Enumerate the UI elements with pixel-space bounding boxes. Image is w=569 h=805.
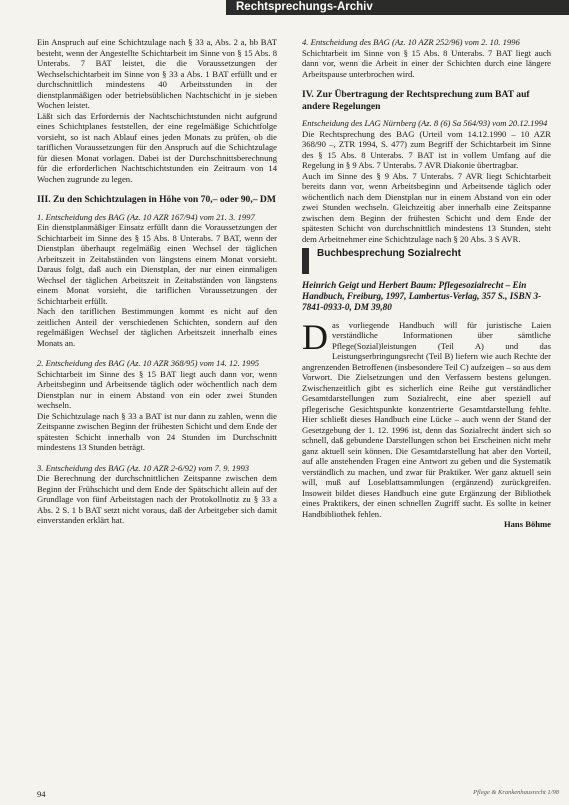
decision-citation: 3. Entscheidung des BAG (Az. 10 AZR 2-6/92) vom 7. 9. 1993 [37,462,250,473]
book-citation: Heinrich Geigt und Herbert Baum: Pflegesozialrecht – Ein Handbuch, Freiburg, 1997, Lambertus-Verlag, 357 S., ISBN 3-7841-0933-0, DM 39,80 [302,280,542,313]
left-column [37,37,277,526]
section-heading: III. Zu den Schichtzulagen in Höhe von 70,– oder 90,– DM [37,194,276,205]
section-heading: IV. Zur Übertragung der Rechtsprechung zum BAT auf andere Regelungen [302,89,530,112]
right-column [302,37,551,530]
review-text [302,316,551,520]
page-number: 94 [37,789,46,799]
heading-bar [302,248,309,274]
paragraph: Läßt sich das Erfordernis der Nachtschichtstunden nicht aufgrund eines Schichtplanes feststellen, der eine regelmäßige Schichtfolge vorsieht, so ist nach Ablauf eines jeden Monats zu prüfen, ob die tariflichen Voraussetzungen für den Anspruch auf die Schichtzulage für diesen Monat vorlagen. Dabei ist der Durchschnittsberechnung für die erforderlichen Nachtschichtstunden ein Zeitraum von 14 Wochen zugrunde zu legen. [37,110,277,184]
paragraph: Schichtarbeit im Sinne von § 15 Abs. 8 Unterabs. 7 BAT liegt auch dann vor, wenn die Arbeit in einer der Schichten durch eine längere Arbeitspause unterbrochen wird. [302,47,551,79]
review-body: as vorliegende Handbuch will für juristische Laien verständliche Informationen über sämtliche Pflege(Sozial)leistungen (Teil A) und das Leistungserbringungsrecht (Teil B) liefern wie auch Rechte der angrenzenden Betroffenen (insbesondere Teil C) aufzeigen – so aus dem Vorwort. Die Zielsetzungen und den Verfassern bestens gelungen. Zwischenzeitlich gibt es sicherlich eine Reihe gut verständlicher Gesamtdarstellungen zum Sozialrecht, eine aber speziell auf pflegerische Gesichtspunkte konzentrierte Gesamtdarstellung fehlte. Hier schließt dieses Handbuch eine Lücke – auch wenn der Stand der Gesetzgebung der 1. 12. 1996 ist, denn das Sozialrecht ändert sich so schnell, daß gebundene Darstellungen schon bei Erscheinen nicht mehr ganz aktuell sein können. Die Gesamtdarstellung hat aber den Vorteil, auf alle anstehenden Fragen eine Antwort zu geben und die Systematik verständlich zu machen, und zwar für Praktiker. Wer ganz aktuell sein will, muß auf Loseblattsammlungen (ergänzend) zurückgreifen. Insoweit bildet dieses Handbuch eine gute Ergänzung der Bibliothek eines Praktikers, der einen schnellen Zugriff sucht. Es sollte in keiner Handbibliothek fehlen. [302,319,551,519]
decision-citation: 1. Entscheidung des BAG (Az. 10 AZR 167/94) vom 21. 3. 1997 [37,211,255,222]
decision-citation: 4. Entscheidung des BAG (Az. 10 AZR 252/96) vom 2. 10. 1996 [302,37,520,47]
review-heading [302,248,551,274]
decision-citation: Entscheidung des LAG Nürnberg (Az. 8 (6) Sa 564/93) vom 20.12.1994 [302,118,548,128]
journal-footer: Pflege & Krankenhausrecht 1/98 [473,789,559,796]
paragraph: Auch im Sinne des § 9 Abs. 7 Unterabs. 7 AVR liegt Schichtarbeit bereits dann vor, wenn Arbeitsbeginn und Arbeitsende täglich oder wöchentlich nach dem Dienstplan nur in einem Abstand von ein oder zwei Stunden wechseln. Gleichzeitig aber innerhalb eine Zeitspanne zwischen dem Beginn der frühesten Schicht und dem Ende der spätesten Schicht von durchschnittlich mindestens 13 Stunden, steht dem Arbeitnehmer eine Schichtzulage nach § 20 Abs. 3 S AVR. [302,170,551,244]
paragraph: Die Schichtzulage nach § 33 a BAT ist nur dann zu zahlen, wenn die Zeitspanne zwischen Beginn der frühesten Schicht und dem Ende der spätesten Schicht innerhalb von 24 Stunden im Durchschnitt mindestens 13 Stunden beträgt. [37,410,277,452]
decision-citation: 2. Entscheidung des BAG (Az. 10 AZR 368/95) vom 14. 12. 1995 [37,358,260,368]
paragraph: Ein Anspruch auf eine Schichtzulage nach § 33 a, Abs. 2 a, bb BAT besteht, wenn der Angestellte Schichtarbeit im Sinne von § 15 Abs. 8 Unterabs. 7 BAT leistet, die die Voraussetzungen der Wechselschichtarbeit im Sinne von § 33 a Abs. 1 BAT erfüllt und er durchschnittlich mindestens 40 Arbeitsstunden in der dienstplanmäßigen oder betriebsüblichen Nachtschicht in je sieben Wochen leistet. [37,37,277,110]
review-title: Buchbesprechung Sozialrecht [317,248,461,259]
paragraph: Die Berechnung der durchschnittlichen Zeitspanne zwischen dem Beginn der Frühschicht und dem Ende der Spätschicht allein auf der Grundlage von fünf Arbeitstagen nach der Protokollnotiz zu § 33 a Abs. 2 S. 1 b BAT setzt nicht voraus, daß der Arbeitgeber sich damit einverstanden erklärt hat. [37,473,277,525]
header-title: Rechtsprechungs-Archiv [236,1,373,13]
page-header [226,0,569,15]
review-signature: Hans Böhme [503,519,551,530]
paragraph: Schichtarbeit im Sinne des § 15 BAT liegt auch dann vor, wenn Arbeitsbeginn und Arbeitsende täglich oder wöchentlich nach dem Dienstplan nur in einem Abstand von ein oder zwei Stunden wechseln. [37,368,277,410]
paragraph: Nach den tariflichen Bestimmungen kommt es nicht auf den zeitlichen Anteil der verschiedenen Schichten, sondern auf den regelmäßigen Wechsel der täglichen Arbeitszeit innerhalb eines Monats an. [37,306,277,348]
drop-cap: D [302,316,328,357]
paragraph: Die Rechtsprechung des BAG (Urteil vom 14.12.1990 – 10 AZR 368/90 –, ZTR 1994, S. 477) zum Begriff der Schichtarbeit im Sinne des § 15 Abs. 8 Unterabs. 7 BAT ist in vollem Umfang auf die Regelung in § 9 Abs. 7 Unterabs. 7 AVR Diakonie übertragbar. [302,128,551,170]
paragraph: Ein dienstplanmäßiger Einsatz erfüllt dann die Voraussetzungen der Schichtarbeit im Sinne des § 15 Abs. 8 Unterabs. 7 BAT, wenn der Dienstplan überhaupt regelmäßig einen Wechsel der täglichen Arbeitszeit in Zeitabständen von längstens einem Monat vorsieht. Daraus folgt, daß auch ein Dienstplan, der nur einen einmaligen Wechsel der täglichen Arbeitszeit in Zeitabständen von längstens einem Monat vorsieht, die tariflichen Voraussetzungen der Schichtarbeit erfüllt. [37,222,277,306]
